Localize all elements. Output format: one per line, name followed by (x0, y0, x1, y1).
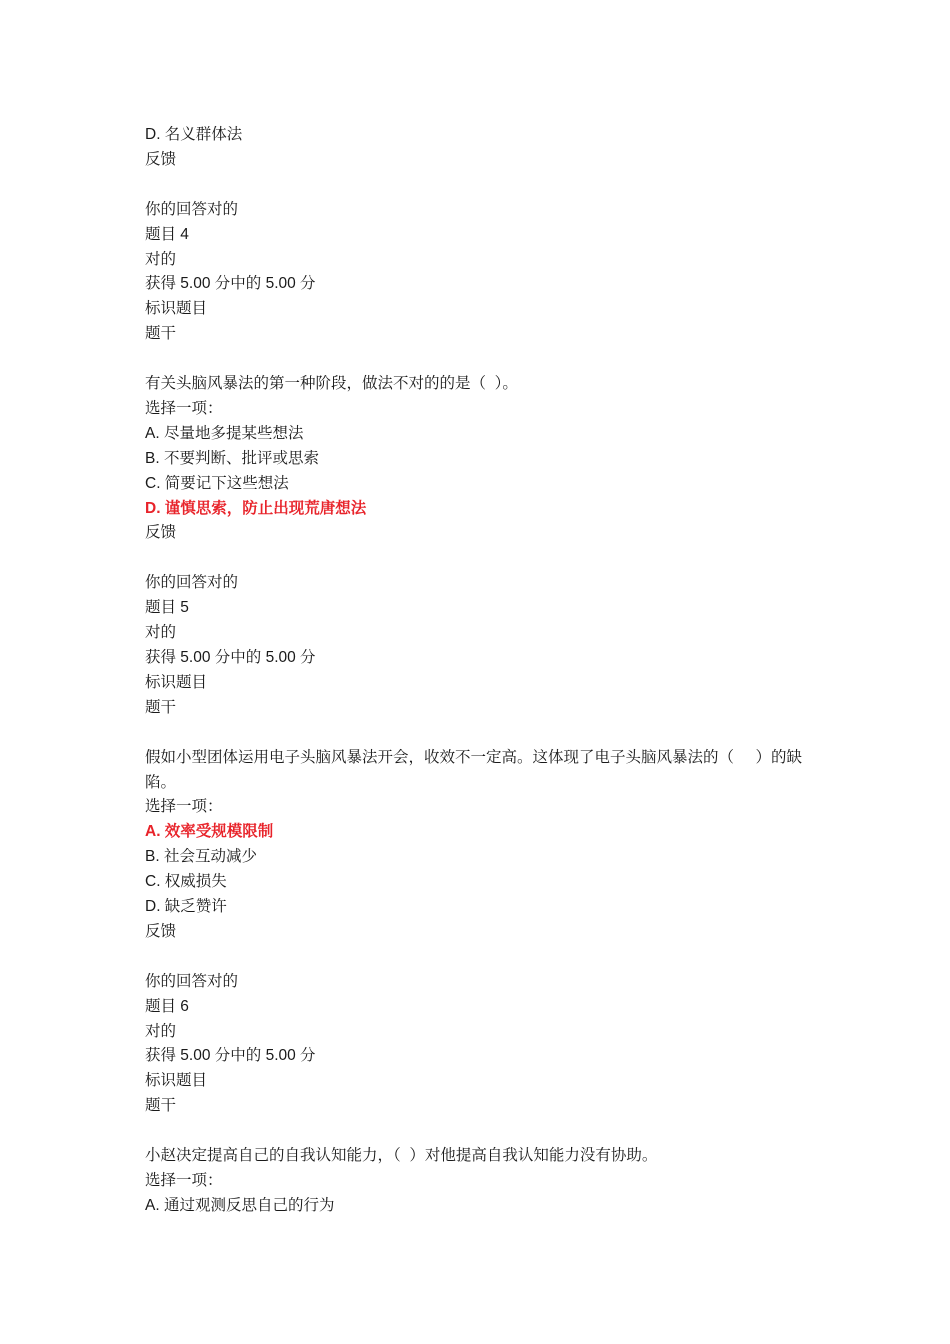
feedback-label: 反馈 (145, 922, 177, 940)
option-b: B. 社会互动减少 (145, 848, 257, 866)
choose-one-label: 选择一项： (145, 798, 223, 816)
option-c: C. 权威损失 (145, 873, 227, 891)
question-text: 有关头脑风暴法的第一种阶段，做法不对的的是（ ）。 (145, 375, 518, 393)
question-number: 题目 6 (145, 997, 189, 1015)
spacer (145, 173, 825, 198)
flag-question-link[interactable]: 标识题目 (145, 300, 208, 318)
spacer (145, 546, 825, 571)
flag-question-link[interactable]: 标识题目 (145, 673, 208, 691)
spacer (145, 347, 825, 372)
option-c: C. 简要记下这些想法 (145, 474, 289, 492)
feedback-label: 反馈 (145, 524, 177, 542)
choose-one-label: 选择一项： (145, 1171, 223, 1189)
answer-status: 你的回答对的 (145, 200, 239, 218)
option-d: D. 名义群体法 (145, 126, 243, 143)
question-number: 题目 4 (145, 225, 189, 243)
stem-label: 题干 (145, 698, 177, 716)
option-d-correct: D. 谨慎思索，防止出现荒唐想法 (145, 499, 367, 517)
question-status: 对的 (145, 1022, 177, 1040)
spacer (145, 945, 825, 970)
spacer (145, 1119, 825, 1144)
answer-status: 你的回答对的 (145, 574, 239, 592)
question-score: 获得 5.00 分中的 5.00 分 (145, 275, 316, 293)
option-a: A. 通过观测反思自己的行为 (145, 1196, 335, 1214)
stem-label: 题干 (145, 1097, 177, 1115)
quiz-review-document (145, 123, 825, 1219)
spacer (145, 721, 825, 746)
option-a-correct: A. 效率受规模限制 (145, 823, 274, 841)
answer-status: 你的回答对的 (145, 972, 239, 990)
question-number: 题目 5 (145, 599, 189, 617)
question-text: 假如小型团体运用电子头脑风暴法开会，收效不一定高。这体现了电子头脑风暴法的（ ）的缺陷。 (145, 748, 803, 791)
option-d: D. 缺乏赞许 (145, 898, 227, 916)
question-status: 对的 (145, 250, 177, 268)
question-status: 对的 (145, 624, 177, 642)
option-b: B. 不要判断、批评或思索 (145, 449, 319, 467)
question-score: 获得 5.00 分中的 5.00 分 (145, 1047, 316, 1065)
question-text: 小赵决定提高自己的自我认知能力，（ ）对他提高自我认知能力没有协助。 (145, 1147, 658, 1165)
stem-label: 题干 (145, 325, 177, 343)
question-score: 获得 5.00 分中的 5.00 分 (145, 648, 316, 666)
flag-question-link[interactable]: 标识题目 (145, 1072, 208, 1090)
feedback-label: 反馈 (145, 150, 177, 168)
option-a: A. 尽量地多提某些想法 (145, 424, 304, 442)
choose-one-label: 选择一项： (145, 399, 223, 417)
